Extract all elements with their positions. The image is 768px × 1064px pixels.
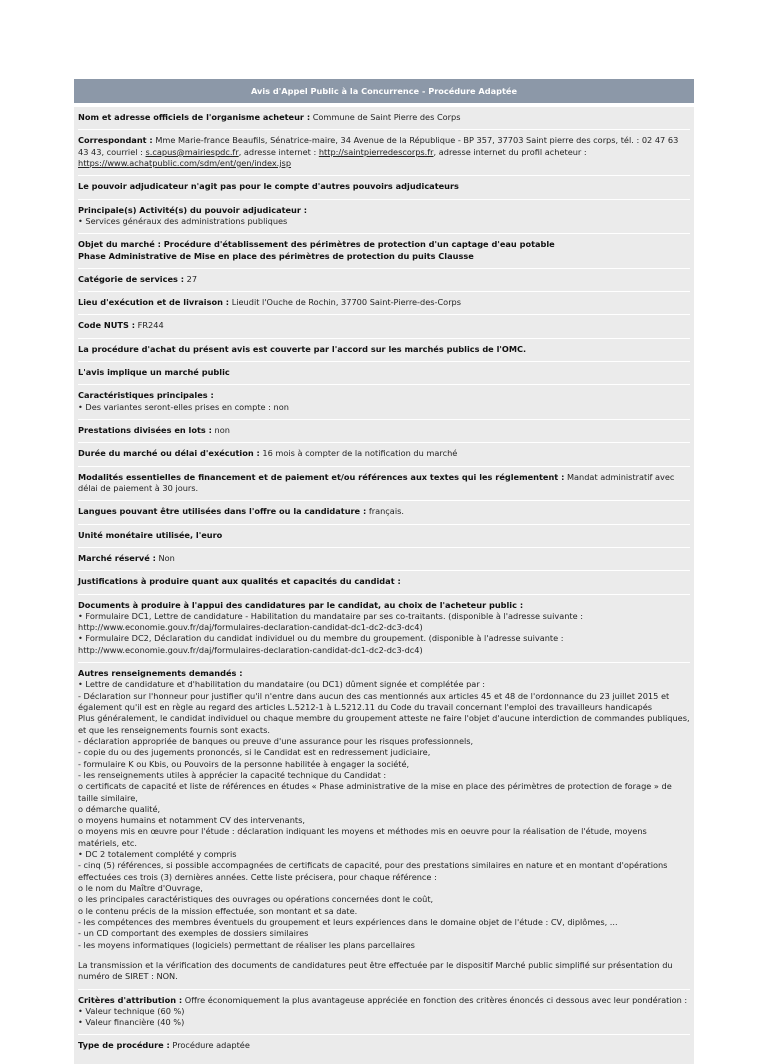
autres-line: - les moyens informatiques (logiciels) permettant de réaliser les plans parcellaires [78,939,415,950]
criteres-item: • Valeur financière (40 %) [78,1017,185,1028]
financement-value: Mandat administratif avec délai de paiement à 30 jours. [78,471,675,493]
autres-line: o certificats de capacité et liste de références en études « Phase administrative de la mise en place des périmètres de protection de forage » de taille similaire, [78,781,672,803]
financement-label: Modalités essentielles de financement et de paiement et/ou références aux textes qui les réglementent : [78,471,565,482]
autres-line: • DC 2 totalement complété y compris [78,849,237,860]
correspondant-text: Mme Marie-france Beaufils, Sénatrice-maire, 34 Avenue de la République - BP 357, 37703 Saint pierre des corps, tél. : 02 47 63 43 43, courriel : [78,135,679,157]
langues-label: Langues pouvant être utilisées dans l'offre ou la candidature : [78,506,367,517]
categorie-value: 27 [186,273,198,284]
autres-line: - un CD comportant des exemples de dossiers similaires [78,928,309,939]
objet-line2: Phase Administrative de Mise en place des périmètres de protection du puits Clausse [78,250,474,261]
caracteristiques-label: Caractéristiques principales : [78,390,214,401]
autres-line: - déclaration appropriée de banques ou preuve d'une assurance pour les risques professionnels, [78,735,474,746]
section-langues [78,501,690,524]
nuts-label: Code NUTS : [78,320,136,331]
autres-line: • Lettre de candidature et d'habilitation du mandataire (ou DC1) dûment signée et complétée par : [78,679,486,690]
section-lots [78,420,690,443]
section-procedure [78,1035,690,1057]
autres-line: - Déclaration sur l'honneur pour justifier qu'il n'entre dans aucun des cas mentionnés aux articles 45 et 48 de l'ordonnance du 23 juillet 2015 et également qu'il est en règle au regard des articles L.5212-1 à L.5212.11 du Code du travail concernant l'emploi des travailleurs handicapés [78,690,670,712]
autres-line: - les compétences des membres éventuels du groupement et leurs expériences dans le domaine objet de l'étude : CV, diplômes, ... [78,916,618,927]
duree-label: Durée du marché ou délai d'exécution : [78,448,260,459]
autres-line: o le nom du Maître d'Ouvrage, [78,883,203,893]
acheteur-label: Nom et adresse officiels de l'organisme acheteur : [78,112,311,122]
acheteur-value: Commune de Saint Pierre des Corps [312,112,461,122]
section-autres [78,663,690,989]
profile-link[interactable]: https://www.achatpublic.com/sdm/ent/gen/index.jsp [78,157,292,168]
autres-line: - formulaire K ou Kbis, ou Pouvoirs de la personne habilitée à engager la société, [78,758,410,769]
lieu-label: Lieu d'exécution et de livraison : [78,297,230,308]
autres-line: Plus généralement, le candidat individuel ou chaque membre du groupement atteste ne faire l'objet d'aucune interdiction de commandes publiques, et que les renseignements fournis sont exacts. [78,713,690,735]
lots-label: Prestations divisées en lots : [78,425,212,435]
section-financement [78,467,690,502]
autres-line: - cinq (5) références, si possible accompagnées de certificats de capacité, pour des prestations similaires en nature et en montant d'opérations effectuées ces trois (3) dernières années. Cette liste précisera, pour chaque référence : [78,860,668,882]
procedure-label: Type de procédure : [78,1040,170,1051]
langues-value: français. [368,506,404,517]
nuts-value: FR244 [137,320,164,331]
section-objet [78,234,690,269]
notice-container [74,79,694,1064]
lieu-value: Lieudit l'Ouche de Rochin, 37700 Saint-Pierre-des-Corps [231,297,462,308]
reserve-value: Non [158,552,175,563]
activite-item: • Services généraux des administrations publiques [78,215,288,226]
section-avis [78,362,690,385]
section-reserve [78,548,690,571]
activite-label: Principale(s) Activité(s) du pouvoir adjudicateur : [78,204,308,215]
documents-line: • Formulaire DC2, Déclaration du candidat individuel ou du membre du groupement. (disponible à l'adresse suivante : http://www.economie.gouv.fr/daj/formulaires-declaration-candidat-dc1-dc2-dc3-dc4) [78,633,564,655]
correspondant-label: Correspondant : [78,135,153,146]
categorie-label: Catégorie de services : [78,273,185,284]
section-monnaie [78,525,690,548]
notice-content [74,107,694,1064]
section-categorie [78,269,690,292]
reserve-label: Marché réservé : [78,552,156,563]
section-nuts [78,315,690,338]
avis-text: L'avis implique un marché public [78,367,230,378]
section-duree [78,443,690,466]
section-criteres [78,990,690,1036]
autres-line: - les renseignements utiles à apprécier la capacité technique du Candidat : [78,769,387,780]
autres-line: o les principales caractéristiques des ouvrages ou opérations concernées dont le coût, [78,894,434,905]
section-justifications [78,571,690,594]
section-lieu [78,292,690,315]
notice-banner: Avis d'Appel Public à la Concurrence - Procédure Adaptée [74,79,694,103]
autres-line: - copie du ou des jugements prononcés, si le Candidat est en redressement judiciaire, [78,747,431,758]
caracteristiques-item: • Des variantes seront-elles prises en compte : non [78,401,289,412]
section-correspondant: Correspondant : Mme Marie-france Beaufils, Sénatrice-maire, 34 Avenue de la République - BP 357, 37703 Saint pierre des corps, tél. : 02 47 63 43 43, courriel : s.capus@mairiespdc.fr, adresse internet : http://saintpierredescorps.fr, adresse internet du profil acheteur : https://www.achatpublic.com/sdm/ent/gen/index.jsp [78,130,690,176]
justifications-text: Justifications à produire quant aux qualités et capacités du candidat : [78,576,401,587]
objet-line1: Objet du marché : Procédure d'établissement des périmètres de protection d'un captage d'eau potable [78,239,555,250]
monnaie-text: Unité monétaire utilisée, l'euro [78,529,223,540]
autres-line: o moyens mis en œuvre pour l'étude : déclaration indiquant les moyens et méthodes mis en oeuvre pour la réalisation de l'étude, moyens matériels, etc. [78,826,647,848]
procedure-value: Procédure adaptée [172,1040,250,1051]
duree-value: 16 mois à compter de la notification du marché [262,448,458,459]
autres-label: Autres renseignements demandés : [78,668,243,679]
autres-line: o démarche qualité, [78,803,161,814]
website-link[interactable]: http://saintpierredescorps.fr [318,146,434,157]
section-pouvoir [78,176,690,199]
section-acheteur [78,107,690,130]
email-link[interactable]: s.capus@mairiespdc.fr [145,146,239,157]
documents-label: Documents à produire à l'appui des candidatures par le candidat, au choix de l'acheteur public : [78,599,524,610]
section-caracteristiques [78,385,690,420]
lots-value: non [214,425,230,435]
criteres-value: Offre économiquement la plus avantageuse appréciée en fonction des critères énoncés ci dessous avec leur pondération : [184,994,688,1005]
documents-line: • Formulaire DC1, Lettre de candidature - Habilitation du mandataire par ses co-traitants. (disponible à l'adresse suivante : http://www.economie.gouv.fr/daj/formulaires-declaration-candidat-dc1-dc2-dc3-dc4) [78,610,584,633]
autres-line: o le contenu précis de la mission effectuée, son montant et sa date. [78,905,358,916]
section-documents [78,595,690,664]
section-activite [78,200,690,235]
section-omc [78,339,690,362]
autres-line: o moyens humains et notamment CV des intervenants, [78,815,305,826]
pouvoir-text: Le pouvoir adjudicateur n'agit pas pour le compte d'autres pouvoirs adjudicateurs [78,181,459,192]
criteres-label: Critères d'attribution : [78,994,183,1005]
autres-note: La transmission et la vérification des documents de candidatures peut être effectuée par le dispositif Marché public simplifié sur présentation du numéro de SIRET : NON. [78,959,673,982]
criteres-item: • Valeur technique (60 %) [78,1005,185,1016]
omc-text: La procédure d'achat du présent avis est couverte par l'accord sur les marchés publics de l'OMC. [78,343,527,354]
